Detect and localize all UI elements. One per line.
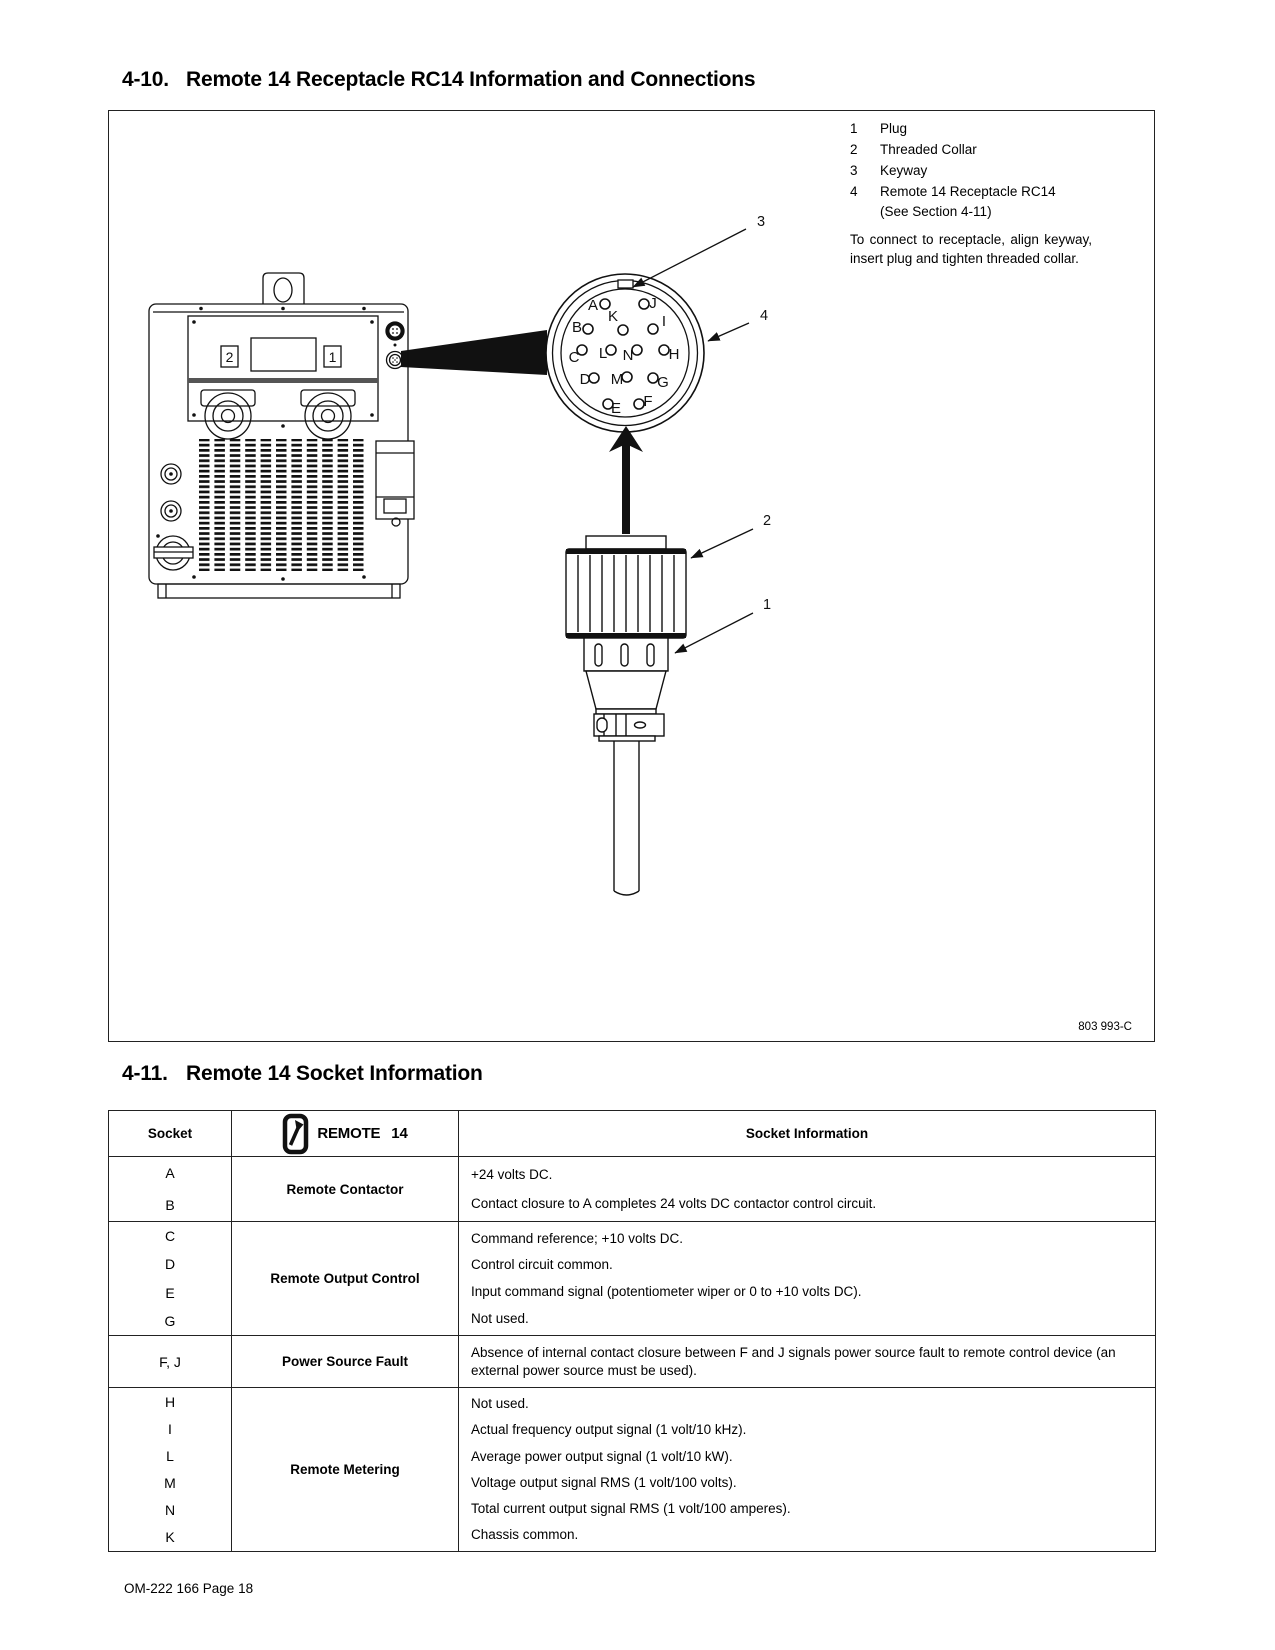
lifting-eye-hole	[274, 278, 292, 302]
pin-letter-M: M	[610, 371, 624, 388]
socket-info-line: Not used.	[471, 1310, 529, 1326]
socket-table-row	[109, 1157, 1156, 1222]
socket-letter: L	[166, 1447, 174, 1464]
socket-info-line: Total current output signal RMS (1 volt/100 amperes).	[471, 1500, 791, 1516]
pin-letter-H: H	[668, 346, 680, 363]
pin-hole-H	[659, 345, 669, 355]
legend-item-4	[850, 182, 1110, 220]
socket-letters-cell	[109, 1388, 232, 1552]
callout-3-marker: 3	[757, 214, 766, 230]
socket-letters-cell	[109, 1157, 232, 1222]
socket-function-cell: Remote Metering	[232, 1388, 459, 1552]
pin-letter-K: K	[607, 308, 619, 325]
socket-info-line: Not used.	[471, 1396, 529, 1412]
remote-receptacle-115v	[386, 322, 404, 340]
socket-letter: M	[164, 1475, 176, 1492]
figure-reference-code: 803 993-C	[1078, 1021, 1132, 1033]
pin-letter-E: E	[610, 400, 622, 417]
pin-hole-D	[589, 373, 599, 383]
remote-receptacle-rc14-panel	[387, 352, 404, 369]
cabinet-base	[158, 584, 400, 598]
pin-hole-K	[618, 325, 628, 335]
cable-clamp	[594, 714, 664, 741]
cable	[614, 741, 639, 895]
leader-4	[708, 323, 749, 341]
page-footer: OM-222 166 Page 18	[124, 1581, 254, 1596]
pin-hole-I	[648, 324, 658, 334]
socket-info-line: Contact closure to A completes 24 volts DC contactor control circuit.	[471, 1195, 877, 1211]
socket-info-cell	[459, 1336, 1156, 1388]
pin-letter-F: F	[643, 393, 653, 410]
legend-num: 1	[850, 121, 858, 136]
socket-info-line: Control circuit common.	[471, 1257, 613, 1273]
socket-info-line: Average power output signal (1 volt/10 kW).	[471, 1448, 733, 1464]
left-panel-connector-bottom	[161, 501, 181, 521]
legend-sublabel: (See Section 4-11)	[880, 203, 992, 219]
insert-arrow	[609, 426, 643, 534]
socket-letter: E	[165, 1284, 175, 1301]
socket-info-line: Absence of internal contact closure between F and J signals power source fault to remote control device (an external power source must be used).	[471, 1344, 1116, 1378]
legend-num: 3	[850, 163, 858, 179]
pin-letter-I: I	[661, 313, 667, 330]
legend-item-3	[850, 161, 1110, 180]
socket-function-cell: Remote Output Control	[232, 1222, 459, 1336]
socket-letter: D	[164, 1256, 176, 1273]
figure-legend	[850, 119, 1110, 268]
right-side-module	[376, 441, 414, 526]
callout-4-marker: 4	[760, 308, 769, 324]
socket-info-cell	[459, 1157, 1156, 1222]
socket-info-cell	[459, 1222, 1156, 1336]
panel-label-2: 2	[225, 349, 234, 365]
pin-hole-M	[622, 372, 632, 382]
socket-letter: B	[165, 1197, 175, 1213]
socket-table-row	[109, 1222, 1156, 1336]
socket-letter: H	[164, 1393, 176, 1410]
panel-label-1: 1	[328, 349, 337, 365]
legend-label: Threaded Collar	[880, 142, 977, 158]
callout-2-marker: 2	[763, 513, 772, 529]
pin-hole-J	[639, 299, 649, 309]
socket-letter: N	[164, 1502, 176, 1519]
socket-letter: A	[165, 1165, 175, 1181]
socket-table-row	[109, 1336, 1156, 1388]
socket-letters-cell	[109, 1336, 232, 1388]
legend-label: Plug	[880, 121, 908, 136]
socket-info-line: Chassis common.	[471, 1527, 579, 1543]
plug-closeup	[566, 426, 686, 895]
socket-info-line: Voltage output signal RMS (1 volt/100 volts).	[471, 1474, 737, 1490]
pin-letter-D: D	[579, 371, 591, 388]
section-4-11-heading	[122, 1062, 483, 1086]
legend-label: Keyway	[880, 163, 928, 179]
socket-function-cell: Power Source Fault	[232, 1336, 459, 1388]
leader-2	[691, 529, 753, 558]
collar-top	[586, 536, 666, 549]
socket-letter: F, J	[159, 1353, 181, 1370]
table-header-row	[109, 1111, 1156, 1157]
callout-1-marker: 1	[763, 597, 772, 613]
plug-body	[584, 638, 668, 714]
figure-4-10-box	[108, 110, 1155, 1042]
zoom-beam	[401, 330, 547, 375]
socket-letter: K	[165, 1529, 175, 1546]
keyway-notch	[618, 280, 633, 288]
pin-letter-C: C	[568, 349, 580, 366]
legend-num: 4	[850, 184, 858, 200]
socket-letter: C	[164, 1228, 176, 1245]
pin-letter-A: A	[587, 297, 599, 314]
socket-letter: G	[164, 1312, 176, 1329]
output-receptacle-right	[301, 390, 355, 439]
gas-fitting	[154, 536, 193, 570]
socket-info-line: +24 volts DC.	[471, 1166, 553, 1182]
output-receptacle-left	[201, 390, 255, 439]
section-title: Remote 14 Receptacle RC14 Information and Connections	[186, 68, 756, 91]
rc14-receptacle-closeup	[546, 274, 704, 432]
remote-14-arrow-icon	[282, 1113, 309, 1155]
section-number: 4-11.	[122, 1062, 168, 1085]
socket-letters-cell	[109, 1222, 232, 1336]
legend-item-2	[850, 140, 1110, 159]
leader-3	[633, 229, 746, 287]
socket-table-row	[109, 1388, 1156, 1552]
col-header-socket: Socket	[109, 1111, 232, 1157]
socket-info-line: Input command signal (potentiometer wiper or 0 to +10 volts DC).	[471, 1284, 862, 1300]
pin-hole-N	[632, 345, 642, 355]
col-header-socket-information: Socket Information	[459, 1111, 1156, 1157]
callout-numbers	[757, 214, 771, 613]
socket-letter: I	[168, 1420, 172, 1437]
section-number: 4-10.	[122, 68, 169, 91]
socket-info-cell	[459, 1388, 1156, 1552]
section-title: Remote 14 Socket Information	[186, 1062, 483, 1085]
threaded-collar	[566, 549, 686, 638]
remote-14-logo-text: REMOTE 14	[317, 1125, 408, 1142]
vent-louvers	[199, 439, 364, 571]
legend-num: 2	[850, 142, 858, 158]
pin-hole-B	[583, 324, 593, 334]
control-panel	[188, 316, 378, 421]
socket-table-body	[109, 1157, 1156, 1552]
pin-letter-J: J	[649, 295, 657, 312]
pin-letter-B: B	[571, 319, 583, 336]
socket-info-table	[108, 1110, 1156, 1552]
pin-letter-G: G	[657, 374, 669, 391]
left-panel-connector-top	[161, 464, 181, 484]
meter-display	[251, 338, 316, 371]
section-4-10-heading	[122, 68, 755, 92]
pin-hole-L	[606, 345, 616, 355]
power-source-front-view	[149, 273, 414, 598]
pin-letter-N: N	[622, 347, 634, 364]
pin-letter-L: L	[598, 345, 608, 362]
socket-info-line: Actual frequency output signal (1 volt/10 kHz).	[471, 1422, 747, 1438]
socket-info-line: Command reference; +10 volts DC.	[471, 1230, 683, 1246]
connection-note: To connect to receptacle, align keyway, insert plug and tighten threaded collar.	[850, 231, 1092, 266]
legend-label: Remote 14 Receptacle RC14 (See Section 4-11)	[880, 182, 1056, 220]
socket-info-table-wrap	[108, 1110, 1155, 1552]
legend-item-1	[850, 119, 1110, 138]
socket-function-cell: Remote Contactor	[232, 1157, 459, 1222]
col-header-remote14	[232, 1111, 459, 1157]
